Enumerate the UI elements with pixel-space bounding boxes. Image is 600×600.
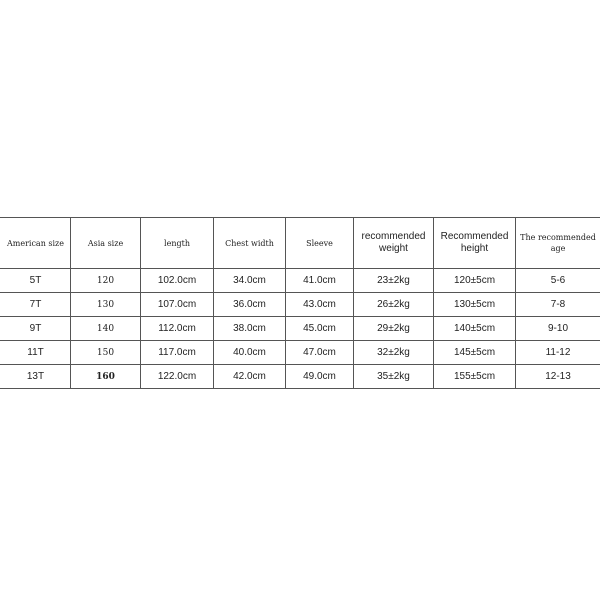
cell-recommended-age: 7-8 — [516, 293, 600, 317]
cell-recommended-weight: 32±2kg — [354, 341, 434, 365]
cell-recommended-height: 120±5cm — [434, 269, 516, 293]
cell-recommended-height: 155±5cm — [434, 365, 516, 389]
cell-chest-width: 40.0cm — [214, 341, 286, 365]
header-asia-size: Asia size — [71, 218, 141, 269]
cell-chest-width: 34.0cm — [214, 269, 286, 293]
cell-chest-width: 36.0cm — [214, 293, 286, 317]
cell-recommended-height: 145±5cm — [434, 341, 516, 365]
cell-length: 112.0cm — [141, 317, 214, 341]
cell-asia-size: 160 — [71, 365, 141, 389]
size-chart-table — [0, 217, 600, 389]
cell-sleeve: 49.0cm — [286, 365, 354, 389]
cell-length: 107.0cm — [141, 293, 214, 317]
cell-recommended-weight: 29±2kg — [354, 317, 434, 341]
table-row — [1, 269, 600, 293]
header-chest-width: Chest width — [214, 218, 286, 269]
header-recommended-age: The recommended age — [516, 218, 600, 269]
cell-american-size: 13T — [1, 365, 71, 389]
cell-american-size: 7T — [1, 293, 71, 317]
cell-asia-size: 120 — [71, 269, 141, 293]
cell-length: 102.0cm — [141, 269, 214, 293]
cell-length: 117.0cm — [141, 341, 214, 365]
cell-recommended-weight: 35±2kg — [354, 365, 434, 389]
table-row — [1, 341, 600, 365]
cell-recommended-weight: 26±2kg — [354, 293, 434, 317]
header-row — [1, 218, 600, 269]
cell-sleeve: 45.0cm — [286, 317, 354, 341]
cell-american-size: 5T — [1, 269, 71, 293]
cell-recommended-weight: 23±2kg — [354, 269, 434, 293]
header-sleeve: Sleeve — [286, 218, 354, 269]
cell-sleeve: 41.0cm — [286, 269, 354, 293]
cell-sleeve: 43.0cm — [286, 293, 354, 317]
header-length: length — [141, 218, 214, 269]
cell-recommended-age: 11-12 — [516, 341, 600, 365]
cell-recommended-age: 12-13 — [516, 365, 600, 389]
cell-recommended-age: 5-6 — [516, 269, 600, 293]
header-recommended-weight: recommended weight — [354, 218, 434, 269]
cell-american-size: 9T — [1, 317, 71, 341]
cell-recommended-age: 9-10 — [516, 317, 600, 341]
cell-asia-size: 150 — [71, 341, 141, 365]
table-row — [1, 317, 600, 341]
cell-sleeve: 47.0cm — [286, 341, 354, 365]
cell-length: 122.0cm — [141, 365, 214, 389]
cell-american-size: 11T — [1, 341, 71, 365]
cell-asia-size: 140 — [71, 317, 141, 341]
cell-asia-size: 130 — [71, 293, 141, 317]
cell-chest-width: 38.0cm — [214, 317, 286, 341]
table-row — [1, 365, 600, 389]
table-row — [1, 293, 600, 317]
header-american-size: American size — [1, 218, 71, 269]
header-recommended-height: Recommended height — [434, 218, 516, 269]
cell-recommended-height: 140±5cm — [434, 317, 516, 341]
cell-recommended-height: 130±5cm — [434, 293, 516, 317]
cell-chest-width: 42.0cm — [214, 365, 286, 389]
